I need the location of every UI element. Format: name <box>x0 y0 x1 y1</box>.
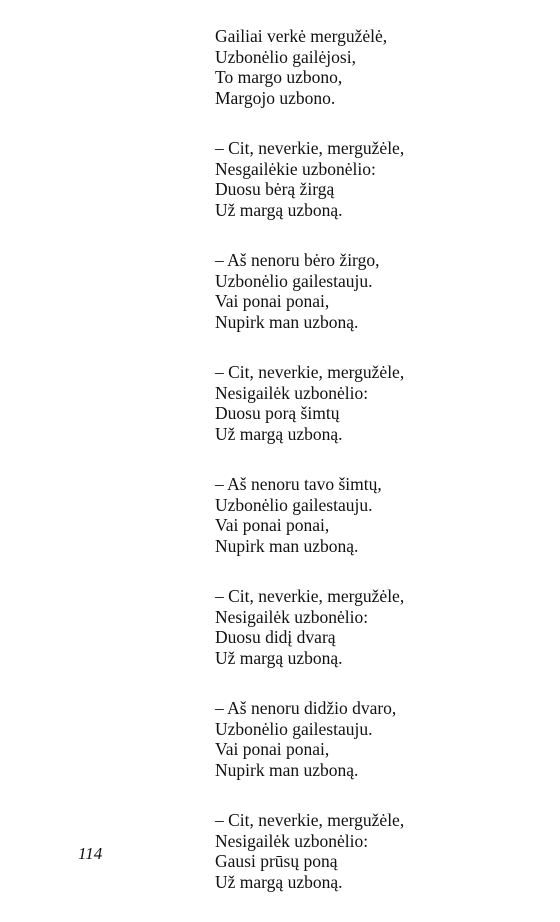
poem-line: – Aš nenoru bėro žirgo, <box>215 250 380 270</box>
stanza-8 <box>215 810 545 892</box>
stanza-2 <box>215 138 545 220</box>
poem-line: To margo uzbono, <box>215 67 343 87</box>
poem-line: – Cit, neverkie, mergužėle, <box>215 138 405 158</box>
poem-line: Uzbonėlio gailestauju. <box>215 270 373 291</box>
poem-line: Nesgailėkie uzbonėlio: <box>215 158 376 179</box>
poem-line: – Cit, neverkie, mergužėle, <box>215 362 405 382</box>
poem-line: Nupirk man uzboną. <box>215 311 359 332</box>
poem-line: Duosu bėrą žirgą <box>215 179 335 199</box>
poem-line: – Cit, neverkie, mergužėle, <box>215 810 405 830</box>
page-number: 114 <box>78 844 103 863</box>
stanza-5 <box>215 474 545 556</box>
poem-line: Uzbonėlio gailestauju. <box>215 494 373 515</box>
stanza-1 <box>215 26 545 108</box>
poem-line: Nupirk man uzboną. <box>215 759 359 780</box>
poem-line: Už margą uzboną. <box>215 199 343 220</box>
poem-line: Vai ponai ponai, <box>215 515 330 535</box>
poem-line: – Aš nenoru tavo šimtų, <box>215 474 382 494</box>
poem-line: Nupirk man uzboną. <box>215 535 359 556</box>
poem-line: Už margą uzboną. <box>215 423 343 444</box>
poem-line: Nesigailėk uzbonėlio: <box>215 606 369 627</box>
poem-line: Uzbonėlio gailestauju. <box>215 718 373 739</box>
poem-text <box>215 26 545 922</box>
stanza-4 <box>215 362 545 444</box>
poem-line: Nesigailėk uzbonėlio: <box>215 830 369 851</box>
poem-line: Gailiai verkė mergužėlė, <box>215 26 388 46</box>
poem-line: Už margą uzboną. <box>215 871 343 892</box>
stanza-6 <box>215 586 545 668</box>
poem-line: Vai ponai ponai, <box>215 291 330 311</box>
poem-line: Duosu didį dvarą <box>215 627 336 647</box>
poem-line: Vai ponai ponai, <box>215 739 330 759</box>
stanza-3 <box>215 250 545 332</box>
poem-line: Gausi prūsų poną <box>215 851 338 871</box>
poem-line: Margojo uzbono. <box>215 87 336 108</box>
poem-line: Uzbonėlio gailėjosi, <box>215 46 356 67</box>
poem-line: Nesigailėk uzbonėlio: <box>215 382 369 403</box>
poem-line: Duosu porą šimtų <box>215 403 340 423</box>
poem-line: – Aš nenoru didžio dvaro, <box>215 698 397 718</box>
poem-line: Už margą uzboną. <box>215 647 343 668</box>
stanza-7 <box>215 698 545 780</box>
poem-line: – Cit, neverkie, mergužėle, <box>215 586 405 606</box>
